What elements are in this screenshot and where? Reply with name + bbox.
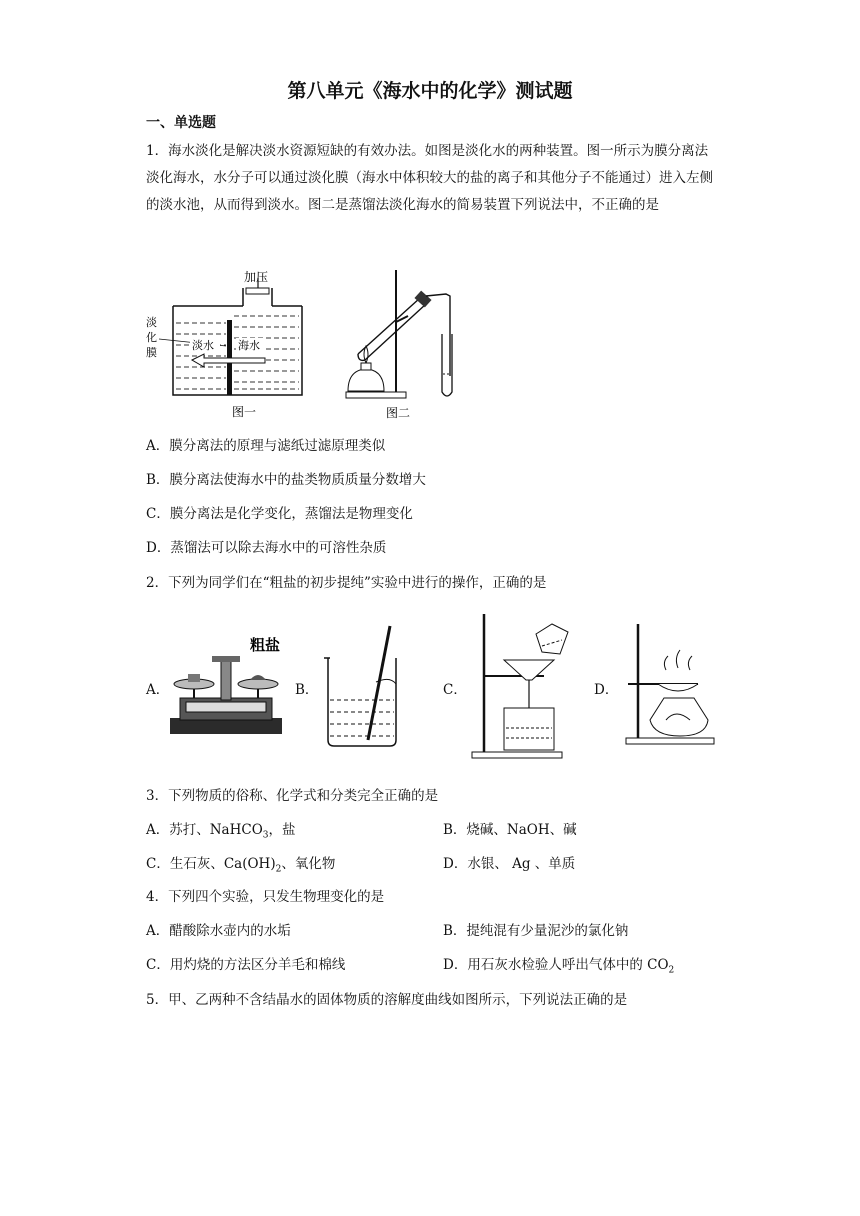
fresh-water-label: 淡水 <box>192 339 214 352</box>
question-3-stem: 3．下列物质的俗称、化学式和分类完全正确的是 <box>146 788 439 804</box>
filtration-image <box>464 610 584 762</box>
membrane-label-3: 膜 <box>146 346 157 359</box>
q1-option-c: C．膜分离法是化学变化，蒸馏法是物理变化 <box>146 506 413 522</box>
question-4-stem: 4．下列四个实验，只发生物理变化的是 <box>146 889 385 905</box>
q3-option-b: B．烧碱、NaOH、碱 <box>443 822 577 838</box>
figure-2-caption: 图二 <box>386 406 411 420</box>
q4-option-c: C．用灼烧的方法区分羊毛和棉线 <box>146 957 346 973</box>
q4-option-d: D．用石灰水检验人呼出气体中的 $CO_2$ <box>443 957 675 976</box>
q1-option-b: B．膜分离法使海水中的盐类物质质量分数增大 <box>146 472 426 488</box>
section-heading: 一、单选题 <box>146 115 216 131</box>
q4-option-a: A．醋酸除水壶内的水垢 <box>146 923 291 939</box>
membrane-label-1: 淡 <box>146 316 157 329</box>
coarse-salt-label: 粗盐 <box>250 636 281 654</box>
q2-option-c-label: C． <box>443 682 467 698</box>
q3-option-c: C．生石灰、$Ca(OH)_2$、氧化物 <box>146 856 336 875</box>
pressure-label: 加压 <box>244 270 269 284</box>
evaporation-image <box>620 620 720 748</box>
q2-option-b-label: B． <box>295 682 319 698</box>
q1-option-a: A．膜分离法的原理与滤纸过滤原理类似 <box>146 438 386 454</box>
q2-option-d-label: D． <box>594 682 619 698</box>
balance-scale-image <box>166 634 290 738</box>
sea-water-label: 海水 <box>238 339 260 352</box>
question-5-stem: 5．甲、乙两种不含结晶水的固体物质的溶解度曲线如图所示，下列说法正确的是 <box>146 992 628 1008</box>
q2-option-a-label: A． <box>146 682 170 698</box>
q1-option-d: D．蒸馏法可以除去海水中的可溶性杂质 <box>146 540 387 556</box>
beaker-stirring-image <box>318 622 408 750</box>
membrane-label-2: 化 <box>146 331 157 344</box>
question-1-stem: 1．海水淡化是解决淡水资源短缺的有效办法。如图是淡化水的两种装置。图一所示为膜分离法淡化海水，水分子可以通过淡化膜（海水中体积较大的盐的离子和其他分子不能通过）进入左侧的淡水池，从而得到淡水。图二是蒸馏法淡化海水的简易装置下列说法中，不正确的是 <box>146 143 713 213</box>
figure-1-membrane-diagram <box>140 268 310 423</box>
page-title: 第八单元《海水中的化学》测试题 <box>287 80 573 102</box>
q4-option-b: B．提纯混有少量泥沙的氯化钠 <box>443 923 629 939</box>
figure-2-distillation-diagram <box>338 266 478 424</box>
q3-option-d: D．水银、 Ag 、单质 <box>443 856 576 872</box>
question-2-stem: 2．下列为同学们在“粗盐的初步提纯”实验中进行的操作，正确的是 <box>146 575 547 591</box>
figure-1-caption: 图一 <box>232 405 257 419</box>
q3-option-a: A．苏打、NaHCO$_3$，盐 <box>146 822 296 841</box>
